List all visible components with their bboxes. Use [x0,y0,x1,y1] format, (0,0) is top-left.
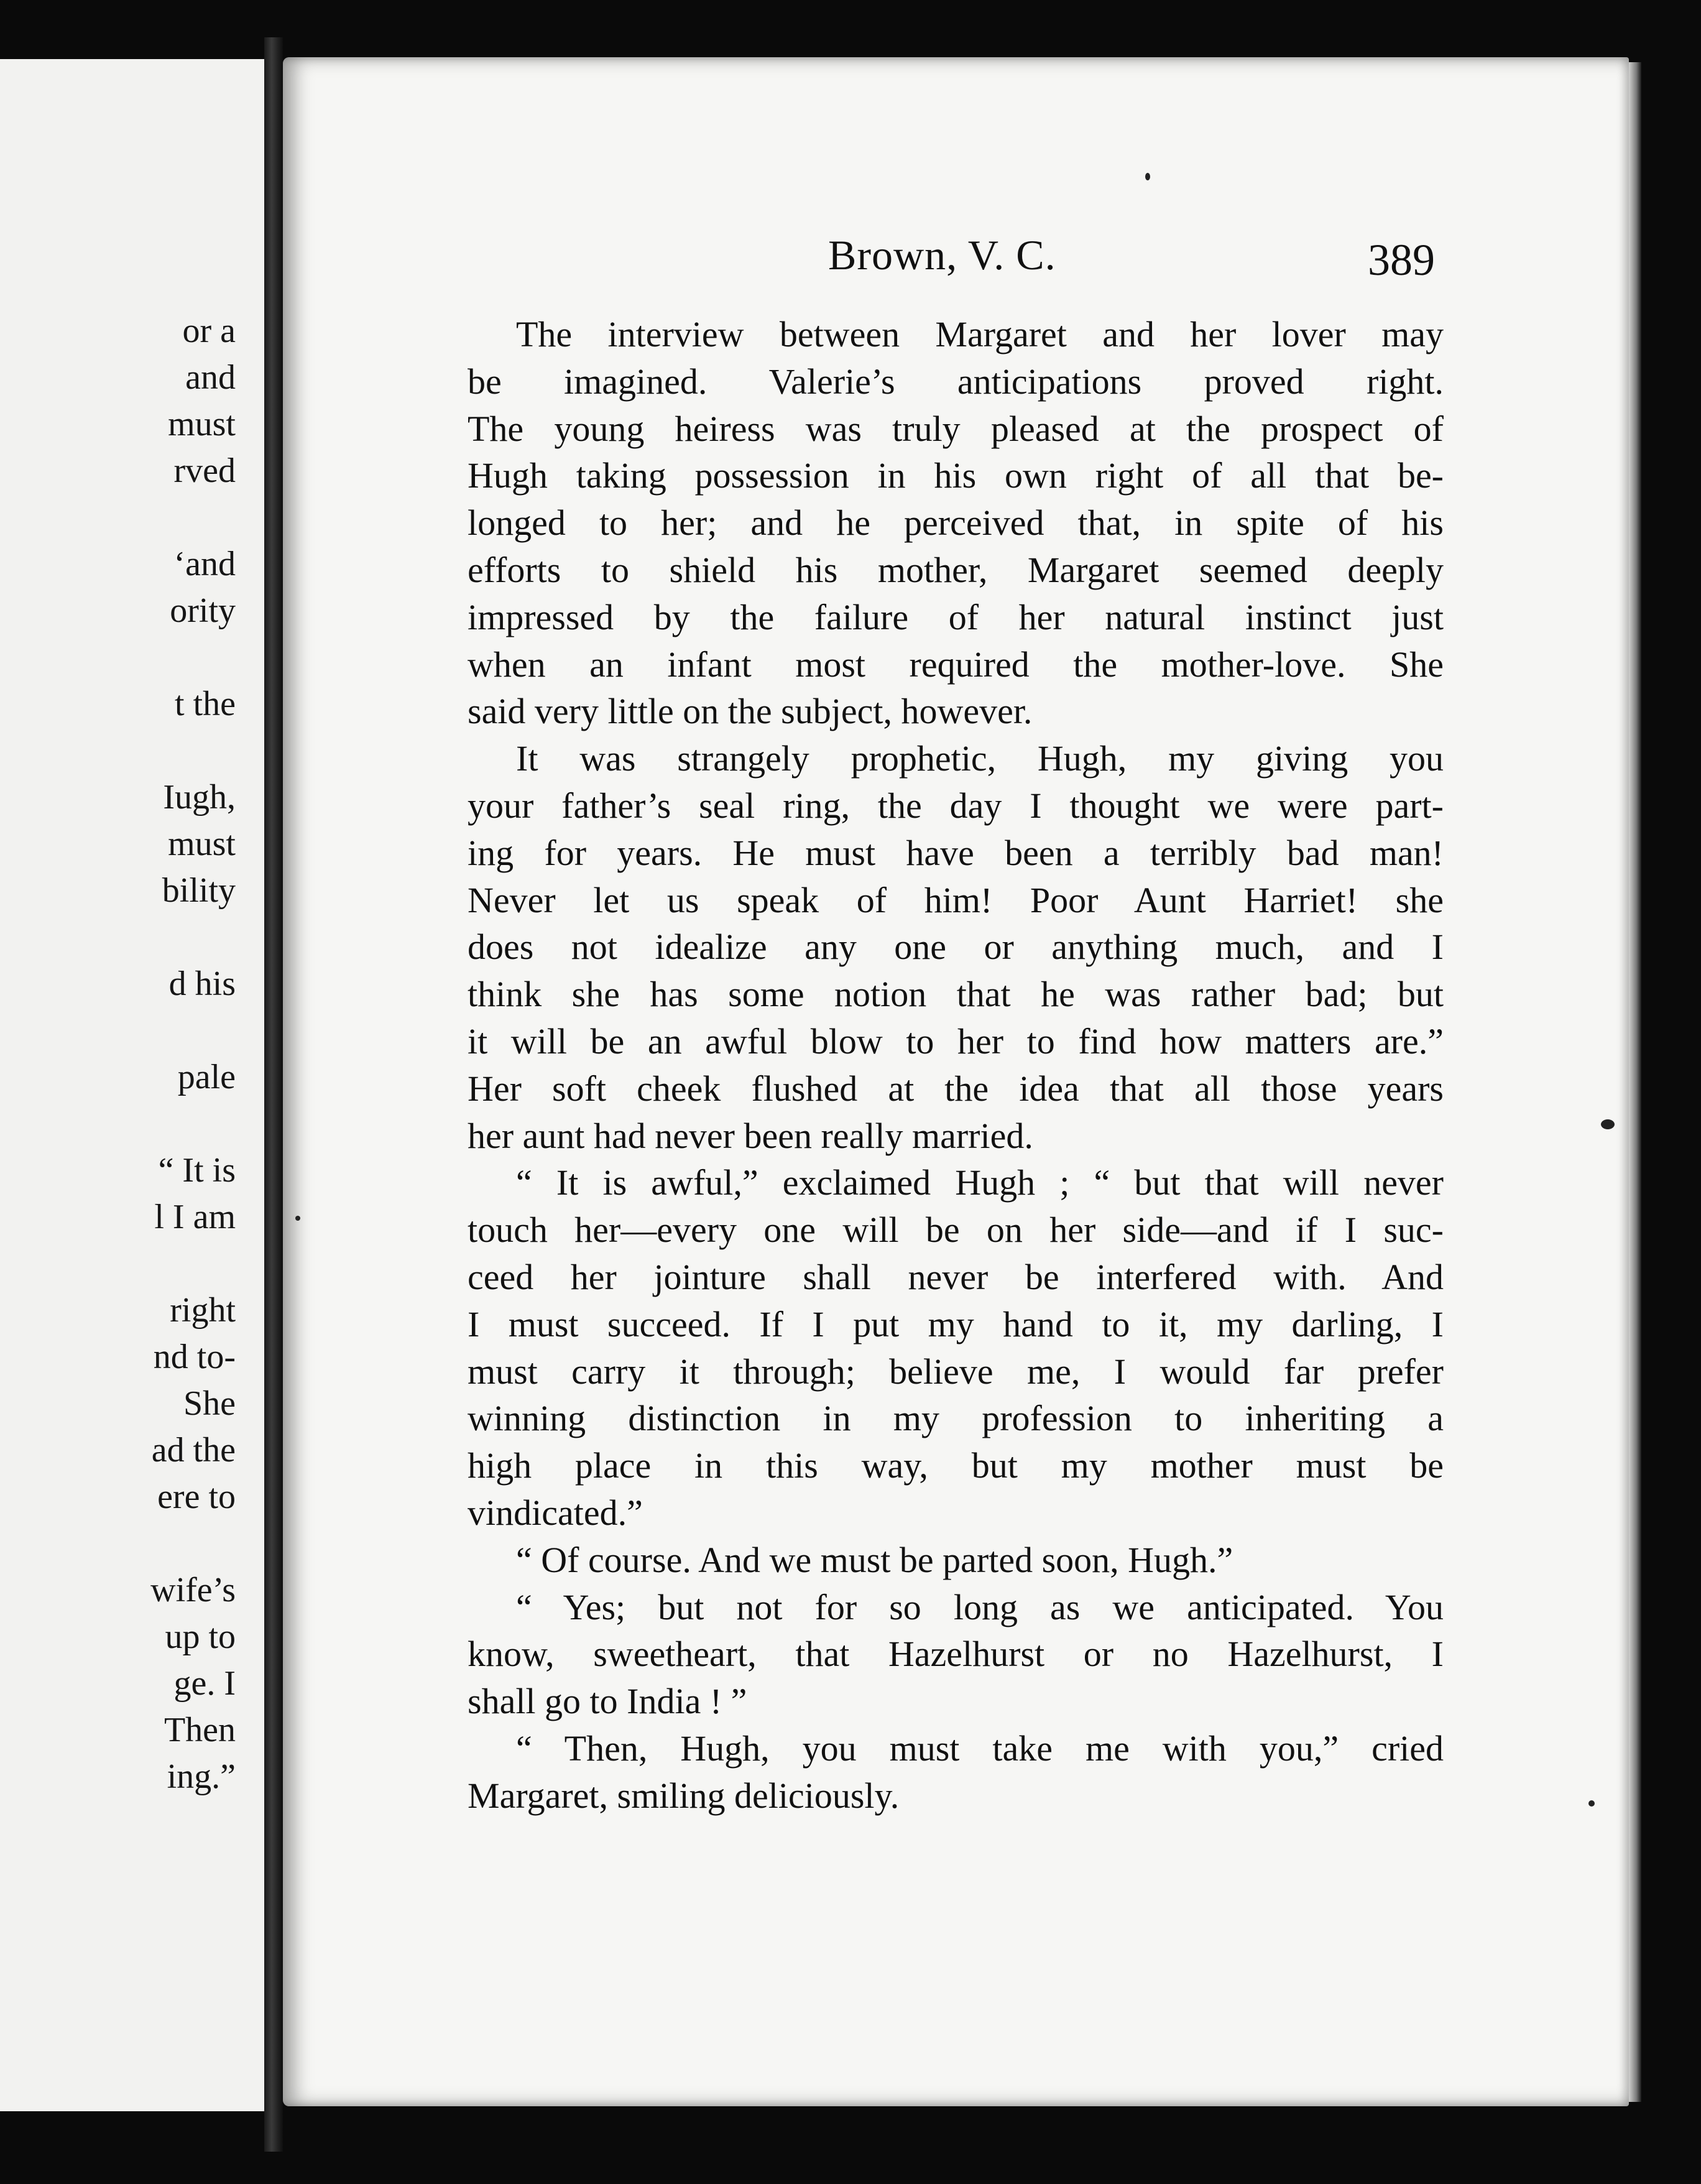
text-line: ing for years. He must have been a terribly bad man! [468,832,1444,873]
text-line: her aunt had never been really married. [468,1115,1033,1156]
text-line: The interview between Margaret and her lover may [516,314,1444,354]
left-page-line: ing.” [167,1757,236,1796]
left-page-line: Iugh, [163,778,236,817]
left-page-line: ority [170,591,236,630]
text-line: it will be an awful blow to her to find how matters are.” [468,1020,1444,1062]
left-page-line: or a [182,312,236,350]
running-head: Brown, V. C. [828,231,1056,279]
text-line: your father’s seal ring, the day I thought we were part- [468,785,1444,826]
left-page-line: ad the [151,1431,236,1469]
left-page-line: nd to- [153,1338,236,1376]
text-line: must carry it through; believe me, I would far prefer [468,1351,1444,1392]
text-line: The young heiress was truly pleased at the prospect of [468,408,1444,449]
text-line: Hugh taking possession in his own right of all that be- [468,455,1444,496]
text-line: shall go to India ! ” [468,1681,747,1722]
left-page-line: ge. I [173,1664,236,1703]
scan-speck [295,1216,300,1221]
body-text [468,311,1444,1820]
left-page-line: pale [177,1058,236,1096]
left-page-line: d his [168,965,236,1003]
text-line: Never let us speak of him! Poor Aunt Harriet! she [468,879,1444,920]
book-gutter [264,37,283,2152]
text-line: think she has some notion that he was rather bad; but [468,974,1444,1015]
text-line: ceed her jointure shall never be interfered with. And [468,1256,1444,1297]
text-line: vindicated.” [468,1492,643,1533]
left-page-line: t the [175,685,236,723]
left-page-line: ere to [157,1478,236,1516]
left-facing-page [0,59,268,2111]
text-line: high place in this way, but my mother must be [468,1445,1444,1486]
text-line: “ Yes; but not for so long as we anticipated. You [516,1586,1444,1627]
text-line: Her soft cheek flushed at the idea that all those years [468,1068,1444,1109]
text-line: I must succeed. If I put my hand to it, my darling, I [468,1303,1444,1344]
left-page-line: wife’s [150,1571,236,1609]
left-page-line: must [168,405,236,443]
text-line: impressed by the failure of her natural instinct just [468,596,1444,637]
scan-speck [1601,1119,1615,1129]
text-line: winning distinction in my profession to inheriting a [468,1398,1444,1439]
text-line: does not idealize any one or anything much, and I [468,927,1444,968]
left-page-line: up to [165,1617,236,1656]
text-line: be imagined. Valerie’s anticipations proved right. [468,361,1444,402]
scan-speck [1588,1800,1595,1807]
text-line: touch her—every one will be on her side—and if I suc- [468,1210,1444,1251]
left-page-line: “ It is [158,1151,236,1190]
text-line: Margaret, smiling deliciously. [468,1775,900,1816]
page-edge-shadow [1629,62,1641,2102]
scan-speck [1145,173,1150,180]
left-page-line: must [168,825,236,863]
left-page-line: rved [173,451,236,490]
text-line: longed to her; and he perceived that, in spite of his [468,502,1444,544]
text-line: efforts to shield his mother, Margaret seemed deeply [468,549,1444,590]
left-page-line: and [185,358,236,397]
left-page-line: Then [164,1711,236,1749]
left-page-line: l I am [154,1198,236,1236]
text-line: know, sweetheart, that Hazelhurst or no Hazelhurst, I [468,1634,1444,1675]
text-line: “ Of course. And we must be parted soon, Hugh.” [516,1539,1233,1580]
left-page-line: ‘and [173,545,236,583]
text-line: It was strangely prophetic, Hugh, my giving you [516,738,1444,779]
left-page-line: She [183,1384,236,1423]
text-line: “ It is awful,” exclaimed Hugh ; “ but that will never [516,1162,1444,1203]
left-page-line: right [170,1291,236,1330]
text-line: when an infant most required the mother-love. She [468,644,1444,685]
page-number: 389 [1368,235,1435,285]
text-line: said very little on the subject, however. [468,691,1033,732]
text-line: “ Then, Hugh, you must take me with you,” cried [516,1728,1444,1769]
left-page-line: bility [162,871,236,910]
